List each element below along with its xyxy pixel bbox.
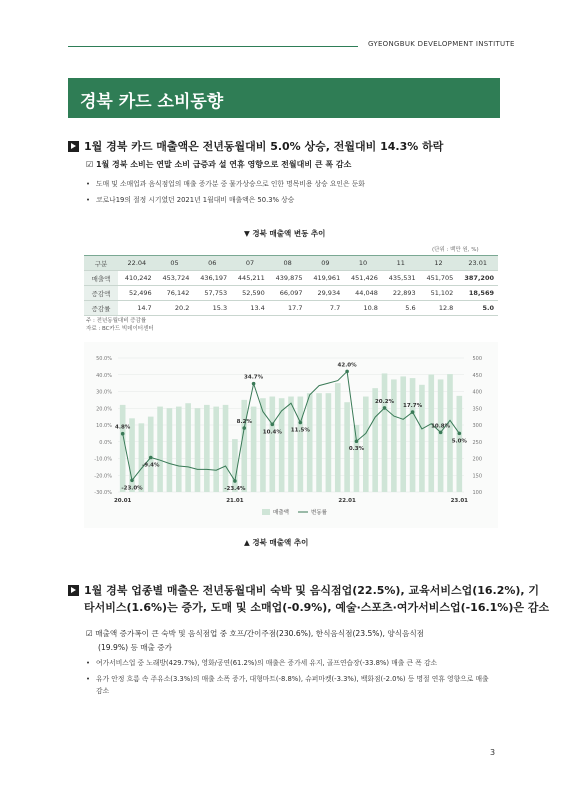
title-banner — [68, 78, 500, 118]
x-tick-label: 22.01 — [338, 498, 356, 504]
bar-mark — [382, 373, 388, 492]
table-header-cell: 09 — [307, 256, 345, 271]
bar-mark — [185, 403, 191, 492]
section2-headline-line2: 타서비스(1.6%)는 증가, 도매 및 소매업(-0.9%), 예술·스포츠·여가서비스업(-16.1%)은 감소 — [84, 601, 550, 614]
y-tick-label-right: 300 — [472, 423, 482, 429]
table-cell: 5.6 — [382, 301, 420, 316]
table-caption: ▼ 경북 매출액 변동 추이 — [244, 229, 326, 238]
bar-mark — [400, 376, 406, 492]
line-point — [299, 421, 303, 425]
y-tick-label-right: 400 — [472, 389, 482, 396]
bar-mark — [167, 408, 173, 492]
bar-mark — [335, 383, 341, 492]
y-tick-label-right: 350 — [472, 406, 482, 413]
y-tick-label-right: 150 — [472, 473, 482, 480]
table-header-cell: 10 — [344, 256, 382, 271]
line-point — [355, 439, 359, 443]
section1-bullet-1: • 도매 및 소매업과 음식점업의 매출 증가분 중 물가상승으로 인한 명목비용 상승 요인은 둔화 — [86, 178, 496, 190]
table-cell: 66,097 — [269, 286, 307, 301]
table-cell: 12.8 — [420, 301, 458, 316]
section1-check: ☑ 1월 경북 소비는 연말 소비 급증과 설 연휴 영향으로 전월대비 큰 폭 감소 — [86, 160, 352, 169]
y-tick-label-left: 30.0% — [96, 389, 112, 396]
table-cell: 451,426 — [344, 271, 382, 286]
y-tick-label-right: 100 — [472, 490, 482, 496]
table-cell: 435,531 — [382, 271, 420, 286]
data-label: 20.2% — [374, 398, 395, 405]
bar-mark — [410, 378, 416, 492]
y-tick-label-left: 10.0% — [96, 423, 112, 429]
y-tick-label-right: 250 — [472, 439, 482, 446]
table-unit: (단위 : 백만 원, %) — [432, 247, 479, 253]
line-point — [252, 382, 256, 386]
y-tick-label-left: 20.0% — [96, 406, 112, 413]
data-label: 0.3% — [348, 446, 365, 453]
bar-mark — [288, 397, 294, 492]
data-label: -23.4% — [224, 485, 246, 492]
table-cell: 453,724 — [156, 271, 194, 286]
bar-mark — [204, 405, 210, 492]
table-cell: 436,197 — [193, 271, 231, 286]
table-note: 주 : 전년동월대비 증감률 — [86, 318, 147, 324]
table-header-cell: 07 — [231, 256, 269, 271]
section1-bullet-2: • 코로나19의 절정 시기였던 2021년 1월대비 매출액은 50.3% 상승 — [86, 194, 496, 206]
table-cell: 증감률 — [84, 301, 118, 316]
table-cell: 451,705 — [420, 271, 458, 286]
table-cell: 10.8 — [344, 301, 382, 316]
table-row — [84, 286, 498, 301]
data-label: -9.4% — [141, 462, 160, 469]
y-tick-label-right: 500 — [472, 356, 482, 362]
table-cell: 57,753 — [193, 286, 231, 301]
table-cell: 52,590 — [231, 286, 269, 301]
x-tick-label: 21.01 — [226, 498, 244, 504]
bar-mark — [148, 417, 154, 492]
data-label: 8.2% — [236, 419, 252, 426]
sales-table — [84, 255, 498, 316]
line-point — [121, 432, 125, 436]
table-cell: 22,893 — [382, 286, 420, 301]
table-cell: 410,242 — [118, 271, 156, 286]
bar-mark — [176, 407, 182, 492]
line-point — [270, 423, 274, 427]
bar-mark — [363, 397, 369, 492]
table-row — [84, 271, 498, 286]
chevron-right-icon — [68, 141, 79, 152]
line-point — [130, 478, 134, 482]
bar-mark — [354, 425, 360, 492]
bar-mark — [232, 439, 238, 492]
legend-label: 매출액 — [273, 510, 289, 516]
line-point — [439, 431, 443, 435]
line-point — [383, 406, 387, 410]
section2-headline-line1: 1월 경북 업종별 매출은 전년동월대비 숙박 및 음식점업(22.5%), 교육서비스업(16.2%), 기 — [84, 584, 540, 597]
table-cell: 18,569 — [457, 286, 498, 301]
legend-label: 변동률 — [311, 510, 327, 516]
table-header-row — [84, 256, 498, 271]
section2-check-line2: (19.9%) 등 매출 증가 — [98, 643, 172, 652]
data-label: 10.8% — [431, 423, 451, 430]
header-rule — [68, 46, 358, 47]
bar-mark — [120, 405, 126, 492]
table-cell: 29,934 — [307, 286, 345, 301]
table-row — [84, 301, 498, 316]
line-point — [149, 456, 153, 460]
table-cell: 7.7 — [307, 301, 345, 316]
y-tick-label-left: -10.0% — [94, 456, 112, 463]
table-header-cell: 12 — [420, 256, 458, 271]
data-label: 10.4% — [262, 429, 282, 436]
table-cell: 13.4 — [231, 301, 269, 316]
table-header-cell: 06 — [193, 256, 231, 271]
x-tick-label: 20.01 — [113, 498, 132, 504]
y-tick-label-left: -30.0% — [94, 490, 112, 496]
line-point — [458, 432, 462, 436]
page-number: 3 — [490, 748, 496, 757]
bar-mark — [326, 393, 332, 492]
line-point — [242, 426, 246, 430]
section2-bullet-2: • 유가 안정 흐름 속 주유소(3.3%)의 매출 소폭 증가, 대형마트(-8.8%), 슈퍼마켓(-3.3%), 백화점(-2.0%) 등 명절 연휴 영향으로 매출 감소 — [86, 673, 496, 697]
line-point — [233, 479, 237, 483]
section2-check-line1: ☑ 매출액 증가폭이 큰 숙박 및 음식점업 중 호프/간이주점(230.6%), 한식음식점(23.5%), 양식음식점 — [86, 629, 424, 638]
y-tick-label-right: 450 — [472, 372, 482, 379]
table-cell: 445,211 — [231, 271, 269, 286]
data-label: 17.7% — [403, 403, 423, 410]
line-point — [345, 370, 349, 374]
table-header-cell: 22.04 — [118, 256, 156, 271]
y-tick-label-left: 0.0% — [99, 439, 112, 446]
table-cell: 17.7 — [269, 301, 307, 316]
bar-mark — [447, 374, 453, 492]
table-cell: 44,048 — [344, 286, 382, 301]
table-header-cell: 23.01 — [457, 256, 498, 271]
bar-mark — [438, 379, 444, 492]
y-tick-label-left: -20.0% — [94, 473, 112, 480]
bar-mark — [157, 407, 163, 492]
table-cell: 매출액 — [84, 271, 118, 286]
sales-chart-svg — [84, 342, 498, 528]
table-cell: 14.7 — [118, 301, 156, 316]
chart-caption: ▲ 경북 매출액 추이 — [244, 538, 309, 547]
table-cell: 76,142 — [156, 286, 194, 301]
table-cell: 5.0 — [457, 301, 498, 316]
bar-mark — [279, 398, 285, 492]
table-header-cell: 05 — [156, 256, 194, 271]
section1-headline: 1월 경북 카드 매출액은 전년동월대비 5.0% 상승, 전월대비 14.3% 하락 — [84, 140, 444, 153]
table-cell: 439,875 — [269, 271, 307, 286]
bar-mark — [316, 393, 322, 492]
data-label: 4.8% — [115, 424, 131, 431]
bar-mark — [419, 385, 425, 492]
data-label: -23.0% — [121, 485, 143, 492]
institute-name: GYEONGBUK DEVELOPMENT INSTITUTE — [368, 40, 515, 48]
bar-mark — [195, 408, 201, 492]
table-header-cell: 구분 — [84, 256, 118, 271]
table-cell: 15.3 — [193, 301, 231, 316]
table-cell: 52,496 — [118, 286, 156, 301]
table-cell: 20.2 — [156, 301, 194, 316]
bar-mark — [391, 379, 397, 492]
bar-mark — [241, 400, 247, 492]
section2-bullet-1: • 여가서비스업 중 노래방(429.7%), 영화/공연(61.2%)의 매출은 증가세 유지, 골프연습장(-33.8%) 매출 큰 폭 감소 — [86, 657, 496, 669]
data-label: 11.5% — [290, 427, 310, 434]
y-tick-label-left: 40.0% — [96, 372, 112, 379]
chevron-right-icon — [68, 585, 79, 596]
table-source: 자료 : BC카드 빅데이터센터 — [86, 326, 154, 332]
table-cell: 387,200 — [457, 271, 498, 286]
table-header-cell: 11 — [382, 256, 420, 271]
table-header-cell: 08 — [269, 256, 307, 271]
bar-mark — [139, 423, 145, 492]
sales-chart — [84, 342, 498, 528]
bar-mark — [307, 393, 313, 492]
bar-mark — [269, 397, 275, 492]
bar-mark — [223, 405, 229, 492]
table-cell: 419,961 — [307, 271, 345, 286]
bar-mark — [428, 374, 434, 492]
bar-mark — [298, 397, 304, 492]
data-label: 5.0% — [451, 438, 467, 445]
y-tick-label-right: 200 — [472, 456, 482, 463]
line-point — [411, 410, 415, 414]
y-tick-label-left: 50.0% — [96, 356, 112, 362]
data-label: 34.7% — [244, 374, 264, 381]
page-title: 경북 카드 소비동향 — [80, 92, 224, 112]
table-cell: 51,102 — [420, 286, 458, 301]
table-cell: 증감액 — [84, 286, 118, 301]
data-label: 42.0% — [337, 362, 357, 369]
bar-mark — [213, 407, 219, 492]
x-tick-label: 23.01 — [450, 498, 469, 504]
legend-bar-swatch — [262, 509, 270, 515]
